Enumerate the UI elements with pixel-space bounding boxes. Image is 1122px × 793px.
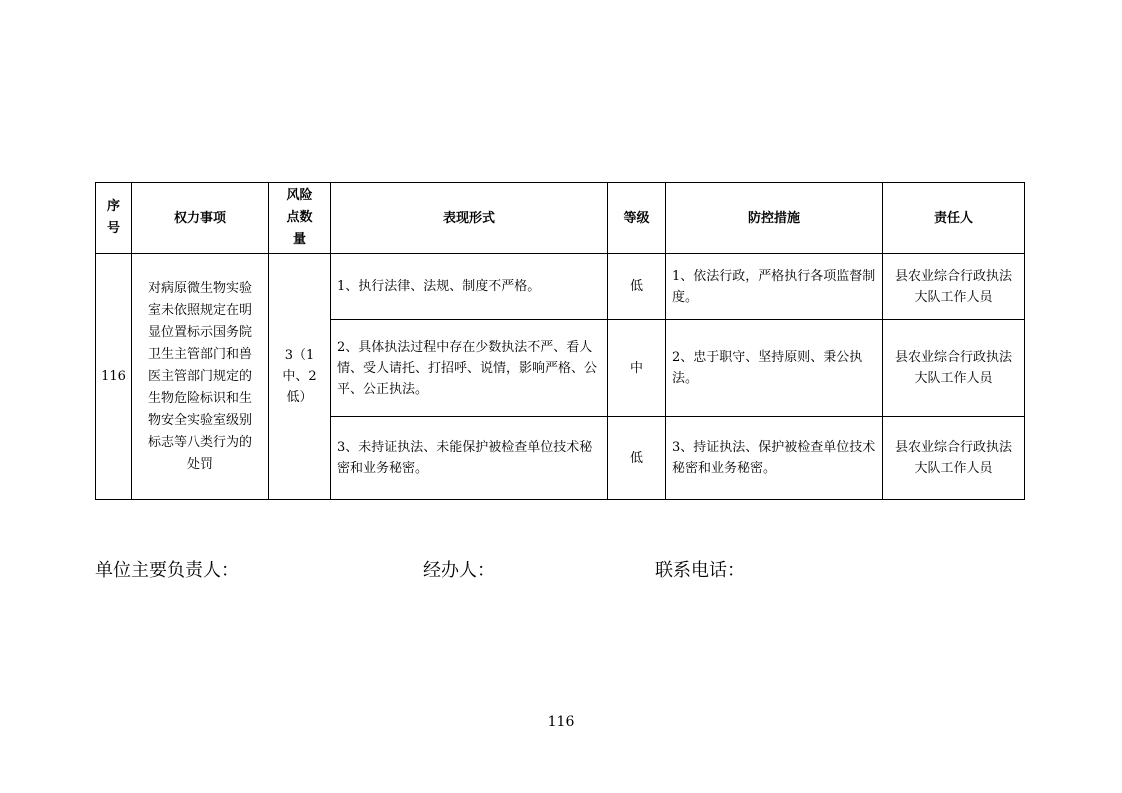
table-header-row [96,183,1025,254]
cell-risk-count: 3（1中、2低） [269,254,331,500]
cell-level: 低 [608,254,666,320]
cell-level: 中 [608,320,666,417]
header-matter: 权力事项 [132,183,269,254]
cell-manifestation: 2、具体执法过程中存在少数执法不严、看人情、受人请托、打招呼、说情，影响严格、公平、公正执法。 [331,320,608,417]
cell-responsible: 县农业综合行政执法大队工作人员 [883,254,1025,320]
header-manifestation: 表现形式 [331,183,608,254]
header-risk-count: 风险点数量 [269,183,331,254]
cell-measure: 3、持证执法、保护被检查单位技术秘密和业务秘密。 [666,417,883,500]
cell-level: 低 [608,417,666,500]
header-measures: 防控措施 [666,183,883,254]
cell-matter: 对病原微生物实验室未依照规定在明显位置标示国务院卫生主管部门和兽医主管部门规定的生物危险标识和生物安全实验室级别标志等八类行为的处罚 [132,254,269,500]
footer-unit-head: 单位主要负责人： [95,560,239,581]
header-level: 等级 [608,183,666,254]
footer-handler: 经办人： [423,560,495,581]
cell-seq: 116 [96,254,132,500]
footer-phone: 联系电话： [655,560,745,581]
cell-manifestation: 3、未持证执法、未能保护被检查单位技术秘密和业务秘密。 [331,417,608,500]
cell-responsible: 县农业综合行政执法大队工作人员 [883,417,1025,500]
cell-measure: 1、依法行政，严格执行各项监督制度。 [666,254,883,320]
cell-manifestation: 1、执行法律、法规、制度不严格。 [331,254,608,320]
table-row [96,254,1025,320]
header-seq: 序号 [96,183,132,254]
page-number: 116 [547,714,575,730]
header-responsible: 责任人 [883,183,1025,254]
risk-table [95,182,1025,500]
cell-responsible: 县农业综合行政执法大队工作人员 [883,320,1025,417]
cell-measure: 2、忠于职守、坚持原则、秉公执法。 [666,320,883,417]
